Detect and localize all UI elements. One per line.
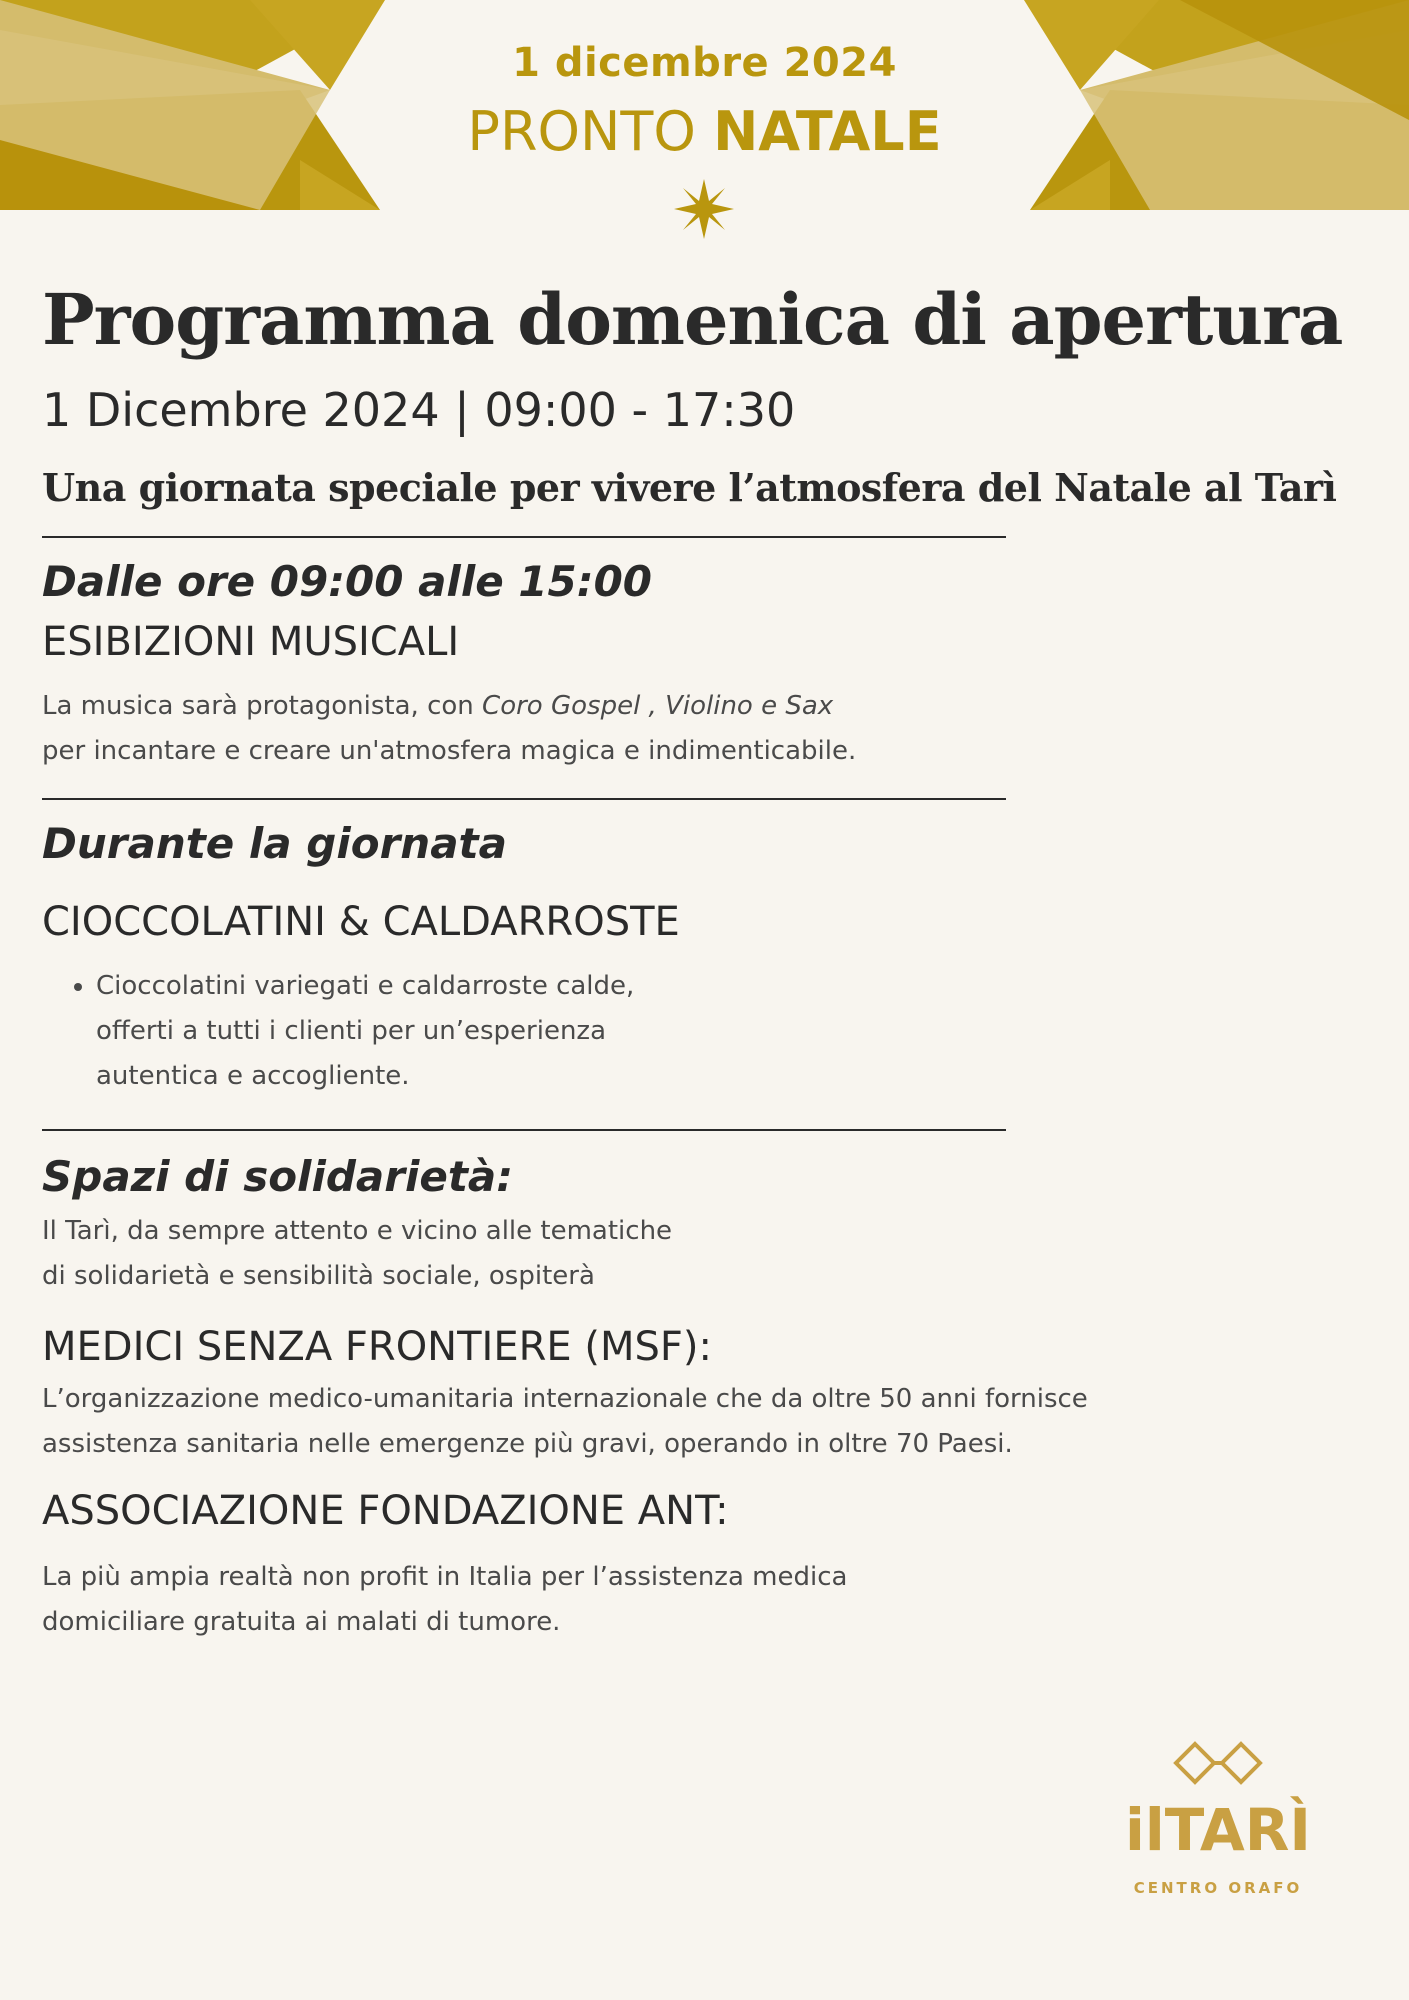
bullet-list xyxy=(42,964,1372,1099)
section-intro xyxy=(42,1209,1372,1299)
msf-text xyxy=(42,1377,1372,1467)
banner-title-light: PRONTO xyxy=(467,100,696,163)
logo-subtitle: CENTRO ORAFO xyxy=(1133,1879,1303,1897)
divider xyxy=(42,798,1006,800)
text-line: La più ampia realtà non profit in Italia per l’assistenza medica xyxy=(42,1562,848,1592)
section-heading: Dalle ore 09:00 alle 15:00 xyxy=(42,557,653,606)
text-line: assistenza sanitaria nelle emergenze più gravi, operando in oltre 70 Paesi. xyxy=(42,1429,1013,1459)
bullet-line: autentica e accogliente. xyxy=(96,1061,410,1091)
divider xyxy=(42,536,1006,538)
linked-diamonds-icon xyxy=(1173,1740,1263,1786)
brand-logo xyxy=(1118,1740,1318,1897)
ant-label: ASSOCIAZIONE FONDAZIONE ANT: xyxy=(42,1488,729,1534)
text-line: Il Tarì, da sempre attento e vicino alle tematiche xyxy=(42,1216,673,1246)
section-heading: Spazi di solidarietà: xyxy=(42,1152,514,1201)
section-music xyxy=(42,552,1372,774)
text-italic: Coro Gospel , Violino e Sax xyxy=(482,691,834,721)
banner-date: 1 dicembre 2024 xyxy=(512,40,897,86)
divider xyxy=(42,1129,1006,1131)
section-text xyxy=(42,684,1372,774)
text-part: La musica sarà protagonista, con xyxy=(42,691,474,721)
text-line: domiciliare gratuita ai malati di tumore. xyxy=(42,1607,561,1637)
text-part: per incantare e creare un'atmosfera magica e indimenticabile. xyxy=(42,736,857,766)
page-title: Programma domenica di apertura xyxy=(42,278,1343,361)
banner-title-bold: NATALE xyxy=(713,100,942,163)
list-item xyxy=(96,964,1372,1099)
msf-label: MEDICI SENZA FRONTIERE (MSF): xyxy=(42,1324,712,1370)
section-chocolates xyxy=(42,814,1372,1099)
event-subtitle: Una giornata speciale per vivere l’atmosfera del Natale al Tarì xyxy=(42,465,1337,510)
section-heading: Durante la giornata xyxy=(42,819,507,868)
bullet-line: offerti a tutti i clienti per un’esperienza xyxy=(96,1016,607,1046)
section-label: ESIBIZIONI MUSICALI xyxy=(42,619,460,665)
text-line: L’organizzazione medico-umanitaria internazionale che da oltre 50 anni fornisce xyxy=(42,1384,1088,1414)
logo-name: ilTARÌ xyxy=(1125,1796,1311,1864)
banner-title xyxy=(0,100,1409,163)
text-line: di solidarietà e sensibilità sociale, ospiterà xyxy=(42,1261,595,1291)
header-banner xyxy=(0,0,1409,260)
event-date-line: 1 Dicembre 2024 | 09:00 - 17:30 xyxy=(42,383,796,437)
section-solidarity xyxy=(42,1147,1372,1645)
ant-text xyxy=(42,1555,1372,1645)
program-content xyxy=(42,270,1372,1645)
star-icon xyxy=(674,179,734,239)
section-label: CIOCCOLATINI & CALDARROSTE xyxy=(42,899,680,945)
bullet-line: Cioccolatini variegati e caldarroste calde, xyxy=(96,971,635,1001)
